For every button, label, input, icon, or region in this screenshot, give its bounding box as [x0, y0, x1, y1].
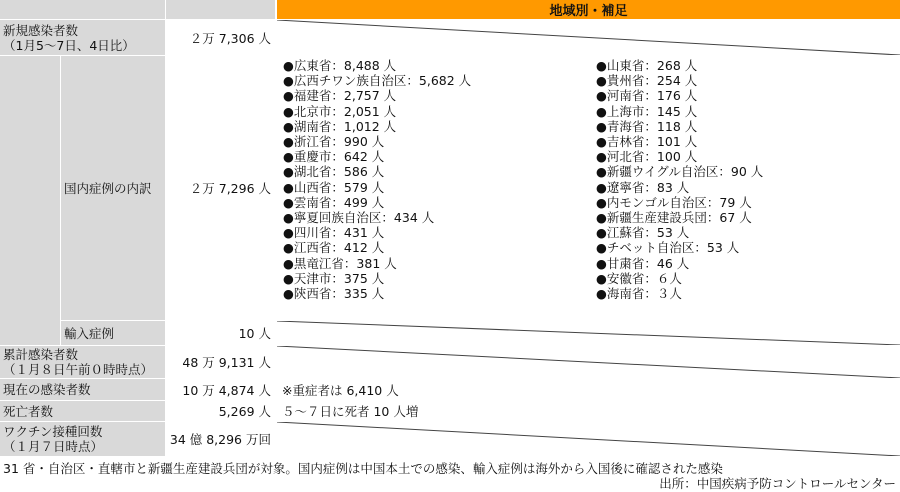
- header-value-col: [166, 0, 275, 19]
- province-item: ●山西省：579 人: [283, 179, 385, 195]
- province-item: ●陝西省：335 人: [283, 286, 385, 302]
- province-item: ●江蘇省：53 人: [596, 225, 690, 241]
- domestic-list-col1: [283, 58, 583, 301]
- province-item: ●山東省：268 人: [596, 58, 698, 73]
- province-item: ●福建省：2,757 人: [283, 88, 397, 104]
- province-item: ●吉林省：101 人: [596, 134, 698, 150]
- cumulative-empty-note: [277, 346, 900, 378]
- province-item: ●遼寧省：83 人: [596, 179, 690, 195]
- province-item: ●青海省：118 人: [596, 118, 698, 134]
- province-item: ●北京市：2,051 人: [283, 103, 397, 119]
- province-item: ●黒竜江省：381 人: [283, 255, 397, 271]
- province-item: ●江西省：412 人: [283, 240, 385, 256]
- province-item: ●重慶市：642 人: [283, 149, 385, 165]
- province-item: ●新疆生産建設兵団：67 人: [596, 210, 752, 226]
- province-item: ●海南省：３人: [596, 286, 682, 302]
- deaths-note: ５〜７日に死者 10 人増: [282, 404, 419, 419]
- current-label: 現在の感染者数: [0, 379, 165, 400]
- imported-label: 輸入症例: [61, 321, 165, 345]
- province-item: ●湖北省：586 人: [283, 164, 385, 180]
- vaccine-value: 34 億 8,296 万回: [169, 432, 271, 447]
- header-corner: [0, 0, 165, 19]
- province-item: ●雲南省：499 人: [283, 194, 385, 210]
- province-item: ●内モンゴル自治区：79 人: [596, 194, 752, 210]
- vaccine-empty-note: [277, 422, 900, 456]
- domestic-list-col2: [596, 58, 896, 301]
- province-item: ●浙江省：990 人: [283, 134, 385, 150]
- footer-source: 出所：中国疾病予防コントロールセンター: [659, 476, 896, 491]
- province-item: ●上海市：145 人: [596, 103, 698, 119]
- deaths-value: 5,269 人: [218, 404, 271, 419]
- province-item: ●河南省：176 人: [596, 88, 698, 104]
- domestic-group-indent: [0, 56, 60, 345]
- province-item: ●広東省：8,488 人: [283, 58, 397, 73]
- province-item: ●湖南省：1,012 人: [283, 118, 397, 134]
- province-item: ●広西チワン族自治区：5,682 人: [283, 73, 472, 89]
- province-item: ●貴州省：254 人: [596, 73, 698, 89]
- new-cases-label: 新規感染者数 （1月5〜7日、4日比）: [0, 20, 165, 55]
- province-item: ●新疆ウイグル自治区：90 人: [596, 164, 764, 180]
- severe-note: ※重症者は 6,410 人: [282, 382, 399, 398]
- domestic-value: ２万 7,296 人: [189, 181, 271, 196]
- province-item: ●河北省：100 人: [596, 149, 698, 165]
- current-value: 10 万 4,874 人: [182, 382, 271, 398]
- cumulative-label: 累計感染者数 （１月８日午前０時時点）: [0, 346, 165, 378]
- deaths-label: 死亡者数: [0, 401, 165, 421]
- vaccine-label: ワクチン接種回数 （１月７日時点）: [0, 422, 165, 456]
- imported-value: 10 人: [238, 326, 271, 341]
- domestic-label: 国内症例の内訳: [61, 56, 165, 320]
- province-item: ●天津市：375 人: [283, 270, 385, 286]
- new-cases-empty-note: [277, 20, 900, 55]
- region-header: 地域別・補足: [277, 0, 900, 19]
- cumulative-value: 48 万 9,131 人: [182, 355, 271, 370]
- province-item: ●チベット自治区：53 人: [596, 240, 740, 256]
- province-item: ●甘粛省：46 人: [596, 255, 690, 271]
- footer-note: 31 省・自治区・直轄市と新疆生産建設兵団が対象。国内症例は中国本土での感染、輸入症例は海外から入国後に確認された感染: [3, 461, 723, 476]
- province-item: ●寧夏回族自治区：434 人: [283, 210, 435, 226]
- new-cases-value: ２万 7,306 人: [189, 30, 271, 46]
- imported-empty-note: [277, 321, 900, 345]
- province-item: ●安徽省：６人: [596, 270, 682, 286]
- province-item: ●四川省：431 人: [283, 225, 385, 241]
